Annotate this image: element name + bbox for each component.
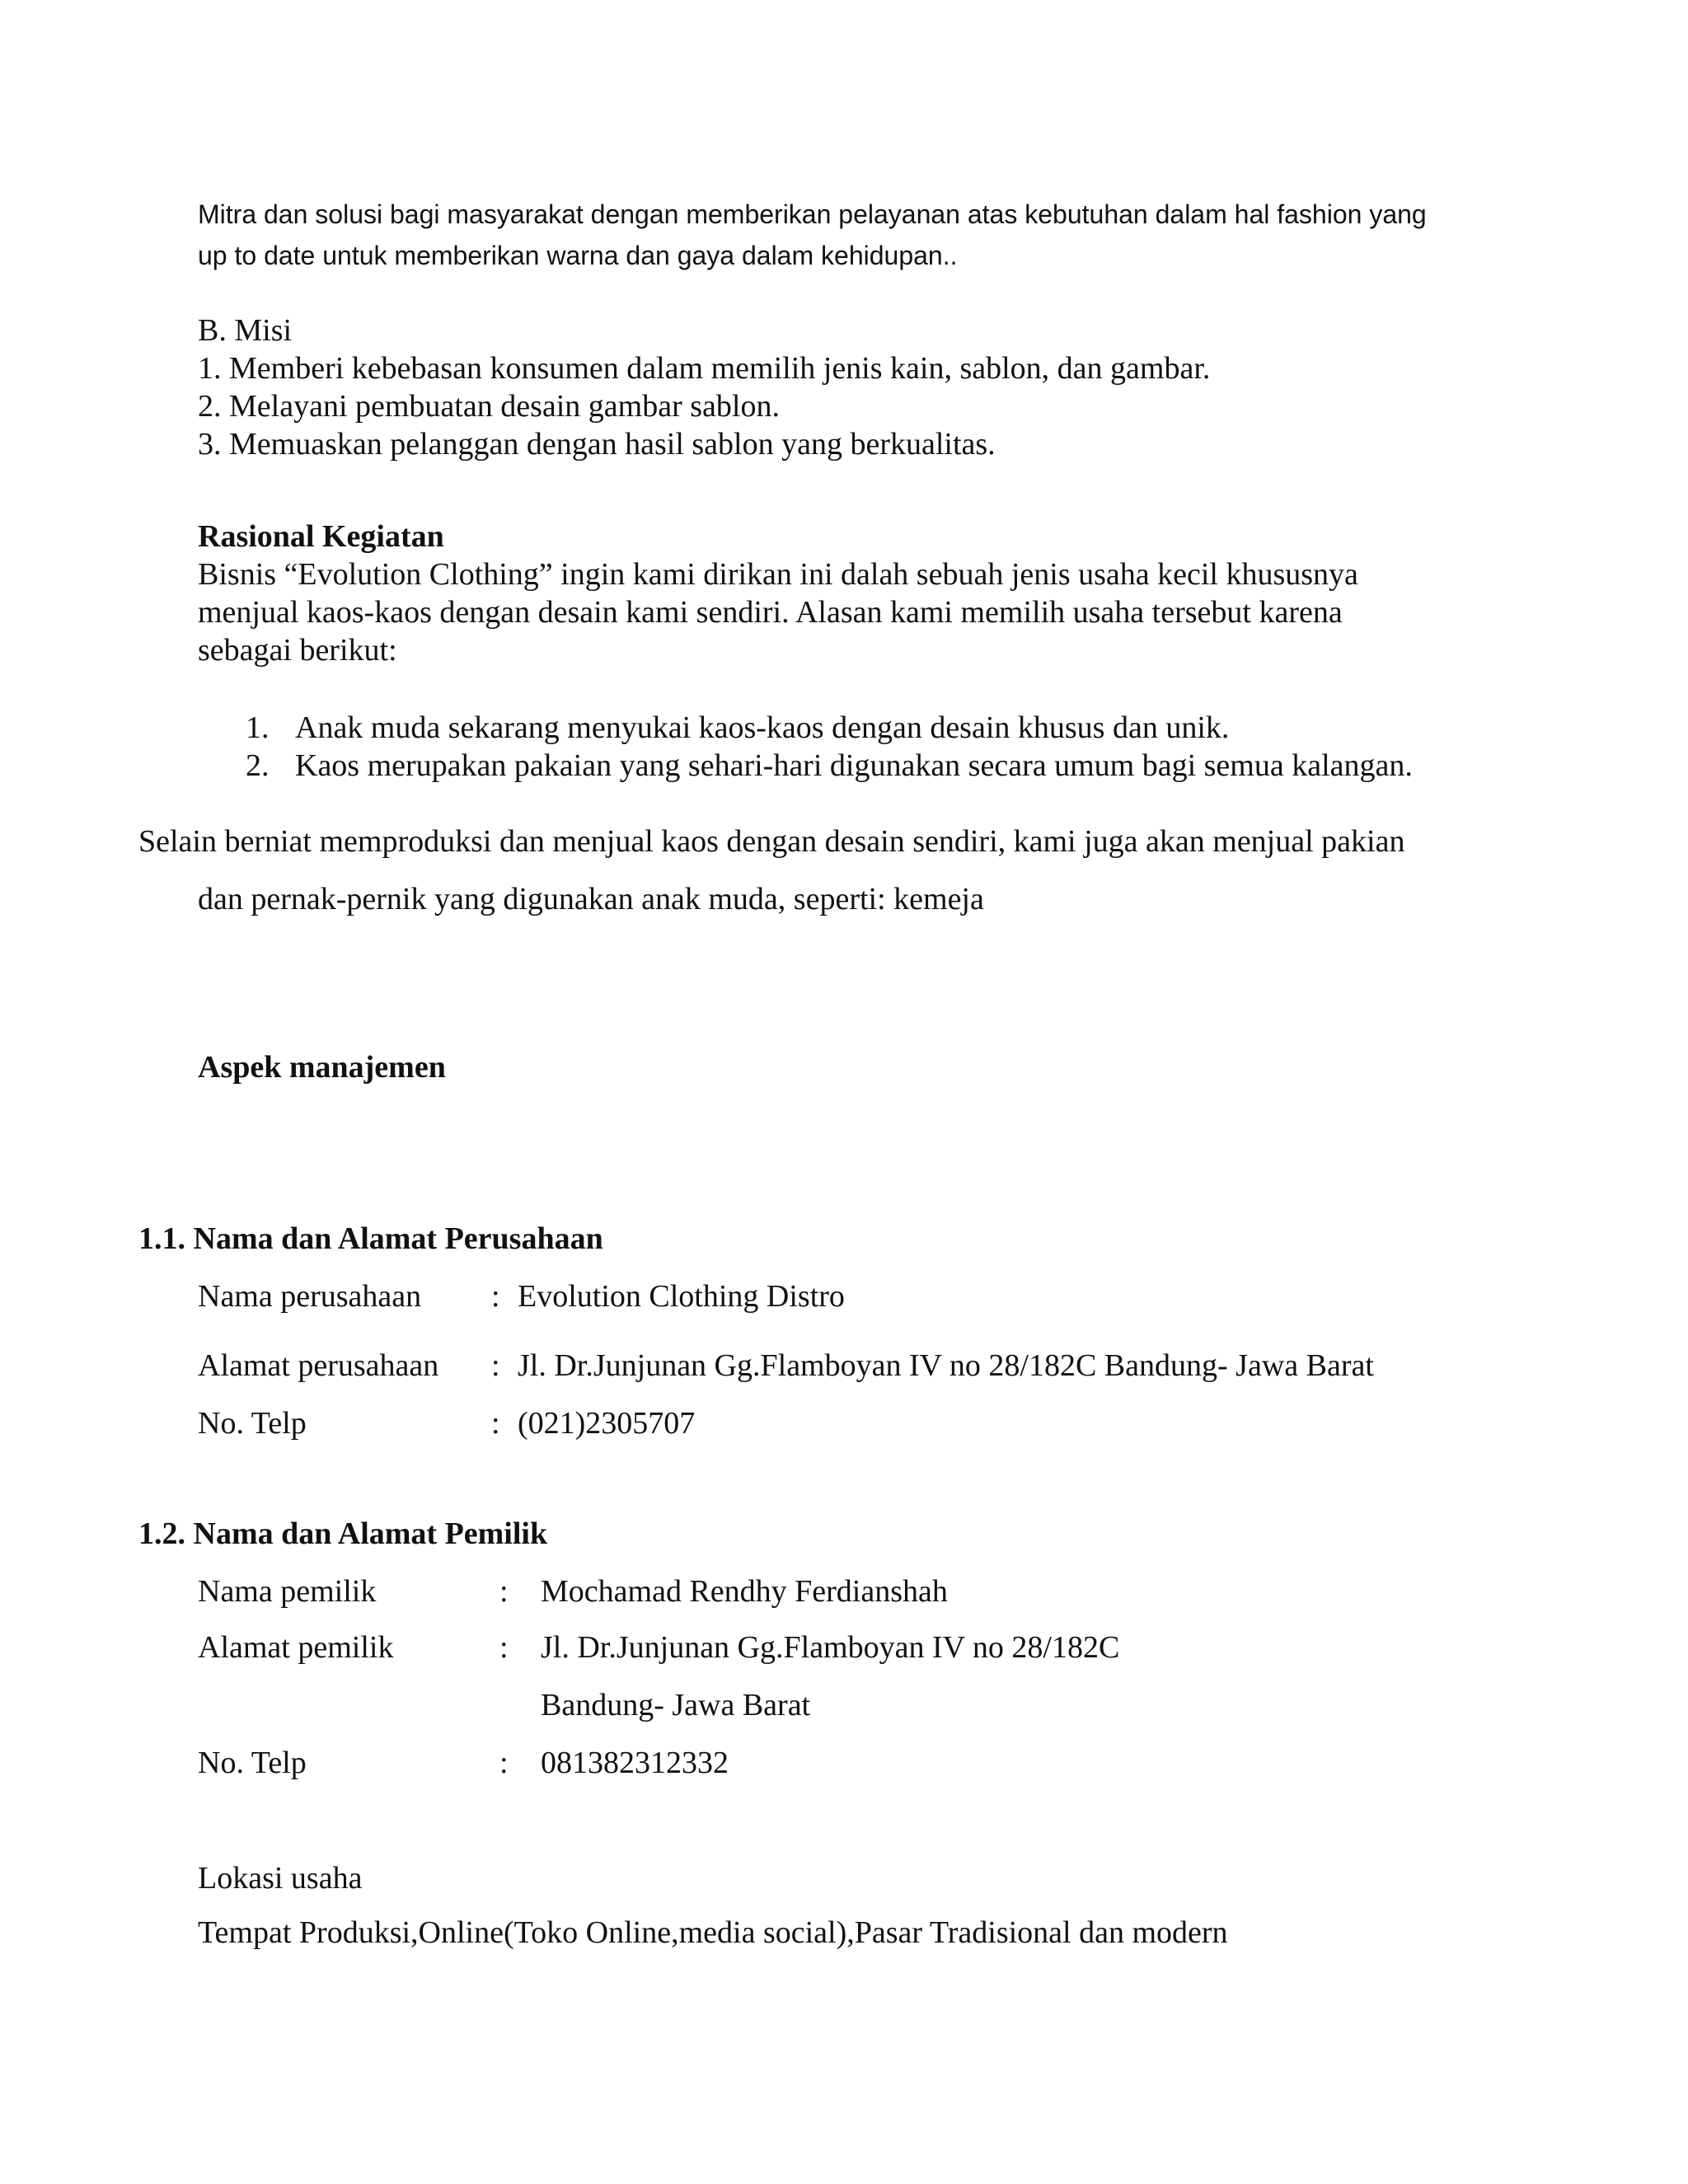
rasional-list-text-2: Kaos merupakan pakaian yang sehari-hari digunakan secara umum bagi semua kalangan. bbox=[295, 748, 1413, 783]
perusahaan-alamat-label: Alamat perusahaan bbox=[198, 1348, 439, 1383]
perusahaan-telp-colon: : bbox=[491, 1406, 500, 1441]
pemilik-nama-value: Mochamad Rendhy Ferdianshah bbox=[541, 1574, 948, 1609]
perusahaan-nama-label: Nama perusahaan bbox=[198, 1279, 422, 1314]
pemilik-alamat-value-line-2: Bandung- Jawa Barat bbox=[541, 1688, 811, 1722]
lokasi-text: Tempat Produksi,Online(Toko Online,media social),Pasar Tradisional dan modern bbox=[198, 1915, 1228, 1950]
rasional-para-line-2: menjual kaos-kaos dengan desain kami sendiri. Alasan kami memilih usaha tersebut karena bbox=[198, 595, 1343, 630]
perusahaan-alamat-value: Jl. Dr.Junjunan Gg.Flamboyan IV no 28/182C Bandung- Jawa Barat bbox=[518, 1348, 1374, 1383]
selain-line-1: Selain berniat memproduksi dan menjual kaos dengan desain sendiri, kami juga akan menjual pakian bbox=[138, 824, 1405, 859]
rasional-list-text-1: Anak muda sekarang menyukai kaos-kaos dengan desain khusus dan unik. bbox=[295, 710, 1230, 745]
visi-line-2: up to date untuk memberikan warna dan gaya dalam kehidupan.. bbox=[198, 241, 958, 270]
misi-item-3: 3. Memuaskan pelanggan dengan hasil sablon yang berkualitas. bbox=[198, 427, 996, 462]
pemilik-alamat-colon: : bbox=[499, 1630, 509, 1665]
pemilik-telp-colon: : bbox=[499, 1746, 509, 1780]
lokasi-heading: Lokasi usaha bbox=[198, 1861, 363, 1896]
perusahaan-nama-value: Evolution Clothing Distro bbox=[518, 1279, 845, 1314]
pemilik-telp-label: No. Telp bbox=[198, 1746, 307, 1780]
rasional-list-num-2: 2. bbox=[246, 748, 270, 783]
perusahaan-telp-label: No. Telp bbox=[198, 1406, 307, 1441]
rasional-list-num-1: 1. bbox=[246, 710, 270, 745]
pemilik-alamat-value: Jl. Dr.Junjunan Gg.Flamboyan IV no 28/182C bbox=[541, 1630, 1120, 1665]
pemilik-alamat-label: Alamat pemilik bbox=[198, 1630, 394, 1665]
misi-heading: B. Misi bbox=[198, 313, 293, 348]
pemilik-nama-label: Nama pemilik bbox=[198, 1574, 377, 1609]
pemilik-telp-value: 081382312332 bbox=[541, 1746, 729, 1780]
perusahaan-nama-colon: : bbox=[491, 1279, 500, 1314]
pemilik-nama-colon: : bbox=[499, 1574, 509, 1609]
visi-line-1: Mitra dan solusi bagi masyarakat dengan memberikan pelayanan atas kebutuhan dalam hal fashion yang bbox=[198, 199, 1427, 229]
perusahaan-heading: 1.1. Nama dan Alamat Perusahaan bbox=[138, 1221, 603, 1256]
perusahaan-alamat-colon: : bbox=[491, 1348, 500, 1383]
aspek-heading: Aspek manajemen bbox=[198, 1050, 446, 1085]
perusahaan-telp-value: (021)2305707 bbox=[518, 1406, 696, 1441]
pemilik-heading: 1.2. Nama dan Alamat Pemilik bbox=[138, 1516, 548, 1551]
rasional-para-line-3: sebagai berikut: bbox=[198, 633, 397, 668]
selain-line-2: dan pernak-pernik yang digunakan anak muda, seperti: kemeja bbox=[198, 882, 984, 916]
rasional-para-line-1: Bisnis “Evolution Clothing” ingin kami dirikan ini dalah sebuah jenis usaha kecil khususnya bbox=[198, 557, 1358, 592]
rasional-heading: Rasional Kegiatan bbox=[198, 519, 444, 554]
misi-item-2: 2. Melayani pembuatan desain gambar sablon. bbox=[198, 389, 780, 424]
misi-item-1: 1. Memberi kebebasan konsumen dalam memilih jenis kain, sablon, dan gambar. bbox=[198, 351, 1211, 386]
